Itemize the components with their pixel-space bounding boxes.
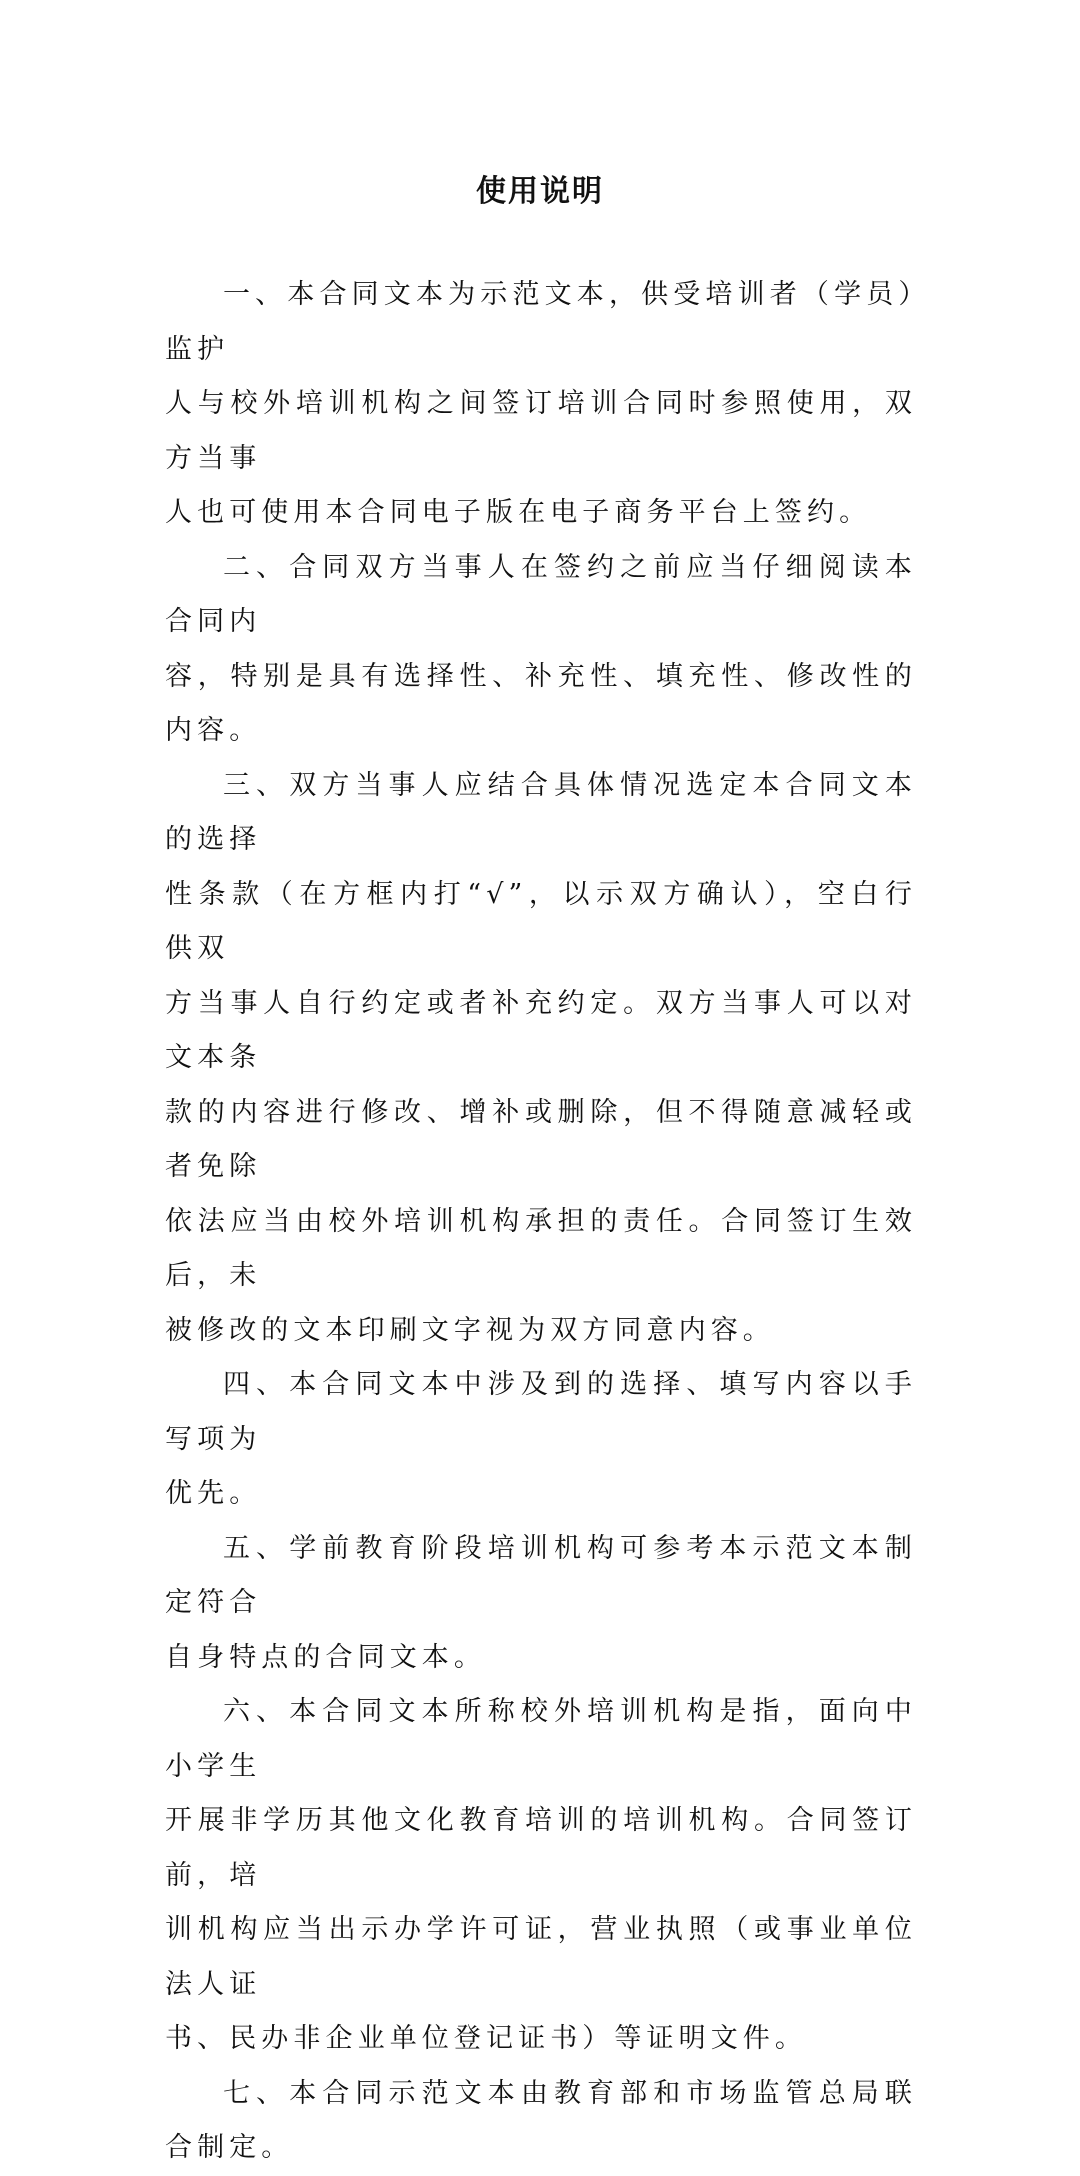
paragraph-line: 三、双方当事人应结合具体情况选定本合同文本的选择 [165, 769, 917, 855]
paragraph-3 [165, 759, 917, 1359]
paragraph-5 [165, 1522, 917, 1686]
paragraph-line: 四、本合同文本中涉及到的选择、填写内容以手写项为 [165, 1369, 917, 1455]
paragraph-line: 二、合同双方当事人在签约之前应当仔细阅读本合同内 [165, 551, 917, 637]
paragraph-line: 自身特点的合同文本。 [165, 1641, 486, 1673]
paragraph-line: 一、本合同文本为示范文本，供受培训者（学员）监护 [165, 279, 917, 365]
paragraph-7 [165, 2067, 917, 2176]
paragraph-line: 依法应当由校外培训机构承担的责任。合同签订生效后，未 [165, 1205, 917, 1291]
paragraph-line: 五、学前教育阶段培训机构可参考本示范文本制定符合 [165, 1532, 917, 1618]
paragraph-line: 六、本合同文本所称校外培训机构是指，面向中小学生 [165, 1696, 917, 1782]
paragraph-1 [165, 268, 917, 541]
document-body [165, 268, 917, 2176]
paragraph-line: 人也可使用本合同电子版在电子商务平台上签约。 [165, 497, 872, 528]
paragraph-line: 人与校外培训机构之间签订培训合同时参照使用，双方当事 [165, 388, 917, 474]
paragraph-line: 款的内容进行修改、增补或删除，但不得随意减轻或者免除 [165, 1096, 917, 1182]
paragraph-line: 被修改的文本印刷文字视为双方同意内容。 [165, 1314, 775, 1346]
paragraph-line: 七、本合同示范文本由教育部和市场监管总局联合制定。 [165, 2077, 917, 2163]
paragraph-2 [165, 541, 917, 759]
paragraph-line: 方当事人自行约定或者补充约定。双方当事人可以对文本条 [165, 987, 917, 1073]
paragraph-line: 训机构应当出示办学许可证，营业执照（或事业单位法人证 [165, 1914, 917, 2000]
page-title: 使用说明 [476, 174, 604, 209]
paragraph-6 [165, 1685, 917, 2067]
paragraph-line: 优先。 [165, 1478, 262, 1509]
paragraph-line: 书、民办非企业单位登记证书）等证明文件。 [165, 2023, 807, 2054]
paragraph-line: 开展非学历其他文化教育培训的培训机构。合同签订前，培 [165, 1805, 917, 1891]
paragraph-line: 容，特别是具有选择性、补充性、填充性、修改性的内容。 [165, 660, 917, 746]
paragraph-4 [165, 1358, 917, 1522]
paragraph-line: 性条款（在方框内打“√”，以示双方确认），空白行供双 [165, 878, 917, 964]
